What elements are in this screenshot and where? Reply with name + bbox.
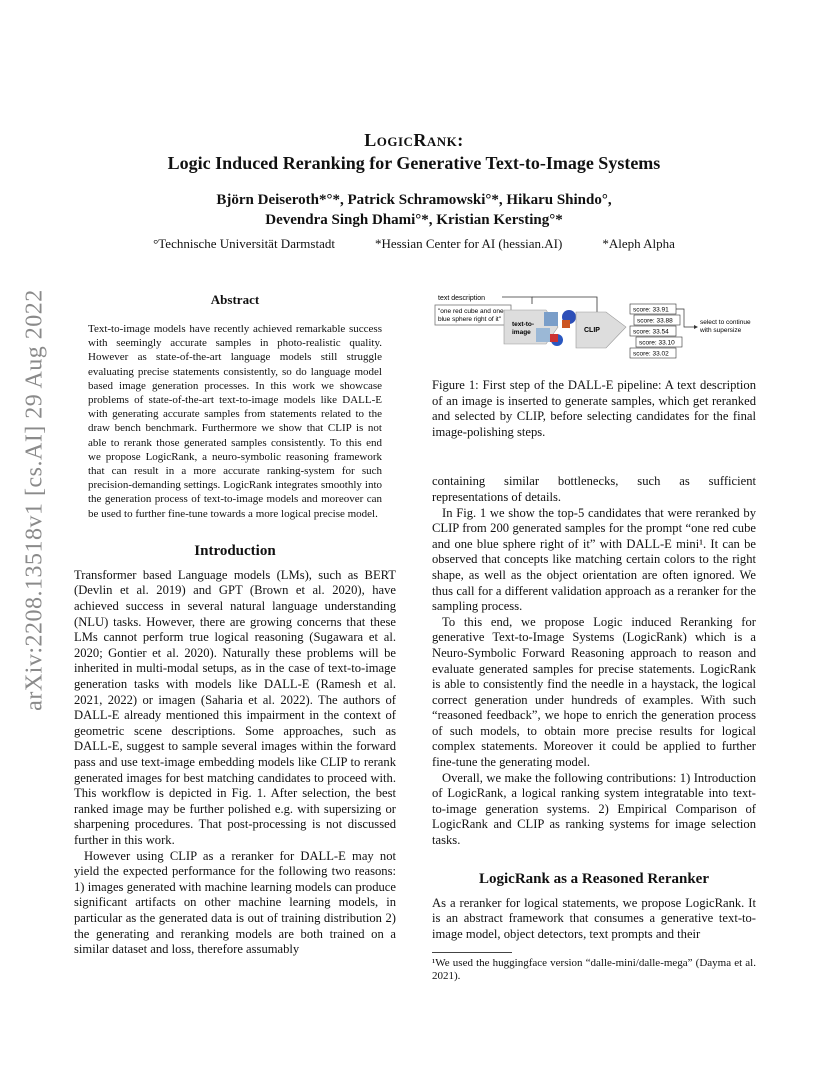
sample-thumb-6 xyxy=(550,334,558,342)
paper-title: Logic Induced Reranking for Generative Text-to-Image Systems xyxy=(167,153,661,173)
sample-thumb-4 xyxy=(536,328,550,342)
right-paragraph-1: containing similar bottlenecks, such as sufficient representations of details. xyxy=(432,474,756,504)
right-paragraph-5: As a reranker for logical statements, we propose LogicRank. It is an abstract framework that consumes a generative text-to-image model, object detectors, text prompts and their xyxy=(432,895,756,941)
introduction-title: Introduction xyxy=(194,542,276,559)
score-2: score: 33.88 xyxy=(637,317,673,325)
text-to-image-label-2: image xyxy=(512,329,531,336)
paper-title-name: LogicRank: xyxy=(364,130,464,150)
figure-1-pipeline xyxy=(432,292,756,364)
text-description-label: text description xyxy=(438,295,486,302)
select-label-2: with supersize xyxy=(700,327,742,334)
select-label-1: select to continue xyxy=(700,319,751,326)
score-1: score: 33.91 xyxy=(633,306,669,314)
arxiv-id: arXiv:2208.13518v1 [cs.AI] 29 Aug 2022 xyxy=(21,289,48,711)
affiliation-2: *Hessian Center for AI (hessian.AI) xyxy=(374,236,563,251)
footnote-1: ¹We used the huggingface version “dalle-mini/dalle-mega” (Dayma et al. 2021). xyxy=(432,957,756,983)
prompt-text-2: blue sphere right of it" xyxy=(438,316,502,323)
right-paragraph-4: Overall, we make the following contributions: 1) Introduction of LogicRank, a logical ranking system integratable into text-to-image generation systems. 2) Empirical Comparison of LogicRank and CLIP as ranking systems for image selection tasks. xyxy=(432,770,756,848)
right-column xyxy=(432,292,756,983)
left-column xyxy=(74,292,396,958)
prompt-text-1: "one red cube and one xyxy=(438,308,504,315)
clip-label: CLIP xyxy=(584,327,600,334)
right-paragraph-3: To this end, we propose Logic induced Reranking for generative Text-to-Image Systems (LogicRank) which is a Neuro-Symbolic Forward Reasoning approach to reason and evaluate generated samples for precise statements. LogicRank is able to consistently find the needle in a haystack, the logical correct generation under hundreds of examples. With such “reasoned feedback”, we hope to enrich the generation process of such models, to obtain more precise results for logical complex statements. Moreover it could be applied to further fine-tune the generating model. xyxy=(432,614,756,770)
footnote-rule xyxy=(432,952,512,953)
affiliation-3: *Aleph Alpha xyxy=(602,236,675,251)
score-5: score: 33.02 xyxy=(633,350,669,358)
intro-paragraph-2: However using CLIP as a reranker for DALL-E may not yield the expected performance for the following two reasons: 1) images generated with machine learning models can produce significant artifacts on other machine learning models, in particular as the generated data is out of training distribution 2) the generating and reranking models are both trained on a similar dataset and loss, therefore assumably xyxy=(74,848,396,957)
select-arrowhead xyxy=(694,325,698,329)
text-to-image-label-1: text-to- xyxy=(512,321,535,328)
score-3: score: 33.54 xyxy=(633,328,669,336)
authors xyxy=(74,190,754,230)
affiliations xyxy=(74,236,754,252)
abstract-text: Text-to-image models have recently achieved remarkable success with seemingly accurate samples in photo-realistic quality. However as state-of-the-art language models still struggle evaluating precise statements consistently, so do language model based image generation processes. In this work we showcase problems of state-of-the-art text-to-image models like DALL-E with generating accurate samples from statements related to the draw bench benchmark. Furthermore we show that CLIP is not able to rerank those generated samples consistently. To this end we propose LogicRank, a neuro-symbolic reasoning framework that can result in a more accurate ranking-system for such precision-demanding settings. LogicRank integrates smoothly into the generation process of text-to-image models and moreover can be used to further fine-tune towards a more logical precise model. xyxy=(88,323,382,520)
score-4: score: 33.10 xyxy=(639,339,675,347)
pipeline-diagram xyxy=(432,292,756,364)
figure-1-caption: Figure 1: First step of the DALL-E pipeline: A text description of an image is inserted to generate samples, which get reranked and selected by CLIP, before selecting candidates for the final image-polishing steps. xyxy=(432,378,756,439)
arrow-path-1 xyxy=(502,297,532,304)
right-paragraph-2: In Fig. 1 we show the top-5 candidates that were reranked by CLIP from 200 generated samples for the prompt “one red cube and one blue sphere right of it” with DALL-E mini¹. It can be observed that concepts like matching certain colors to the right shape, as well as the object orientation are often ignored. We thus call for a different validation approach as a reranker for the sampling process. xyxy=(432,505,756,614)
arxiv-sidebar-stamp xyxy=(8,290,62,710)
title-block xyxy=(74,130,754,252)
affiliation-1: °Technische Universität Darmstadt xyxy=(153,236,335,251)
authors-line-1: Björn Deiseroth*°*, Patrick Schramowski°*, Hikaru Shindo°, xyxy=(216,192,612,208)
sample-thumb-1 xyxy=(544,312,558,326)
intro-paragraph-1: Transformer based Language models (LMs), such as BERT (Devlin et al. 2019) and GPT (Brown et al. 2020), have achieved success in several natural language understanding (NLU) tasks. However, there are growing concerns that these LMs cannot perform true logical reasoning (Sugawara et al. 2020; Gontier et al. 2020). Naturally these problems will be inherited in multi-modal setups, as in the case of text-to-image generation tasks with models like DALL-E (Ramesh et al. 2021, 2022) or imagen (Saharia et al. 2022). The authors of DALL-E already mentioned this impairment in the context of geometric scene descriptions. Some approaches, such as DALL-E, suggest to sample several images within the forward pass and use text-image embedding models like CLIP to rerank generated images for best matching candidates to proceed with. This workflow is depicted in Fig. 1. After selection, the best ranked image may be further polished e.g. with supersizing or sharpening procedures. That post-processing is not discussed further in this work. xyxy=(74,567,396,847)
abstract-title: Abstract xyxy=(210,292,260,307)
section-logicrank-title: LogicRank as a Reasoned Reranker xyxy=(478,870,709,887)
authors-line-2: Devendra Singh Dhami°*, Kristian Kersting°* xyxy=(265,212,563,228)
sample-thumb-3 xyxy=(562,320,570,328)
